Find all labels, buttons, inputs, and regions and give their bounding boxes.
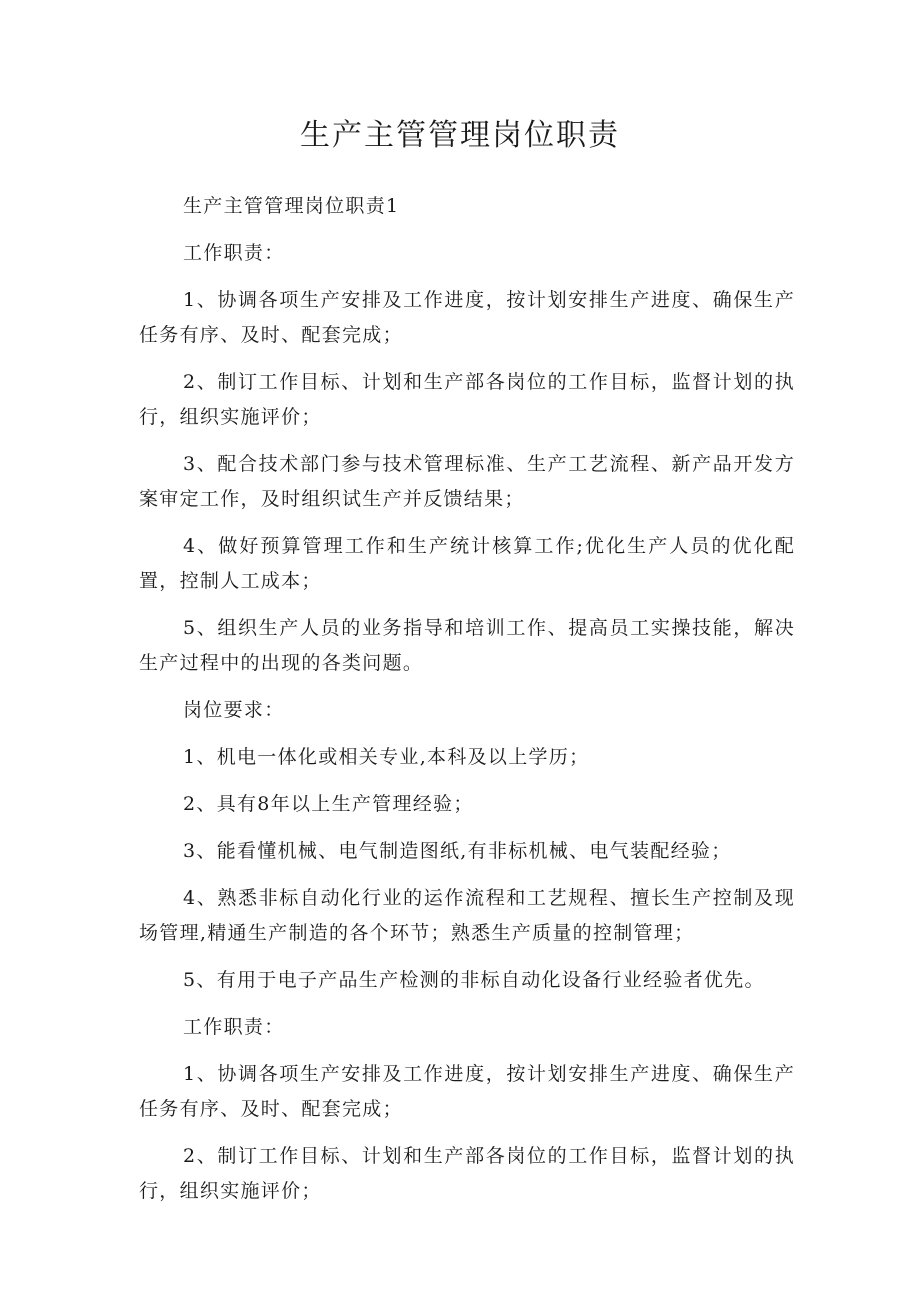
requirement-item: 2、具有8年以上生产管理经验； <box>183 793 474 815</box>
section-heading: 生产主管管理岗位职责1 <box>183 195 400 217</box>
subheading-requirements: 岗位要求： <box>183 699 285 721</box>
document-body <box>139 189 795 1221</box>
subheading-duties: 工作职责： <box>183 242 285 264</box>
subheading-duties: 工作职责： <box>183 1016 285 1038</box>
requirement-item: 5、有用于电子产品生产检测的非标自动化设备行业经验者优先。 <box>183 969 765 991</box>
duty-item: 4、做好预算管理工作和生产统计核算工作;优化生产人员的优化配置，控制人工成本； <box>139 535 795 592</box>
duty-item: 5、组织生产人员的业务指导和培训工作、提高员工实操技能，解决生产过程中的出现的各类问题。 <box>139 617 795 674</box>
duty-item: 3、配合技术部门参与技术管理标准、生产工艺流程、新产品开发方案审定工作，及时组织试生产并反馈结果； <box>139 453 795 510</box>
document-title: 生产主管管理岗位职责 <box>300 118 620 153</box>
duty-item: 2、制订工作目标、计划和生产部各岗位的工作目标，监督计划的执行，组织实施评价； <box>139 1145 795 1202</box>
requirement-item: 1、机电一体化或相关专业,本科及以上学历； <box>183 746 590 768</box>
duty-item: 1、协调各项生产安排及工作进度，按计划安排生产进度、确保生产任务有序、及时、配套完成； <box>139 289 795 346</box>
requirement-item: 4、熟悉非标自动化行业的运作流程和工艺规程、擅长生产控制及现场管理,精通生产制造的各个环节；熟悉生产质量的控制管理； <box>139 887 795 944</box>
duty-item: 1、协调各项生产安排及工作进度，按计划安排生产进度、确保生产任务有序、及时、配套完成； <box>139 1063 795 1120</box>
requirement-item: 3、能看懂机械、电气制造图纸,有非标机械、电气装配经验； <box>183 840 732 862</box>
duty-item: 2、制订工作目标、计划和生产部各岗位的工作目标，监督计划的执行，组织实施评价； <box>139 371 795 428</box>
